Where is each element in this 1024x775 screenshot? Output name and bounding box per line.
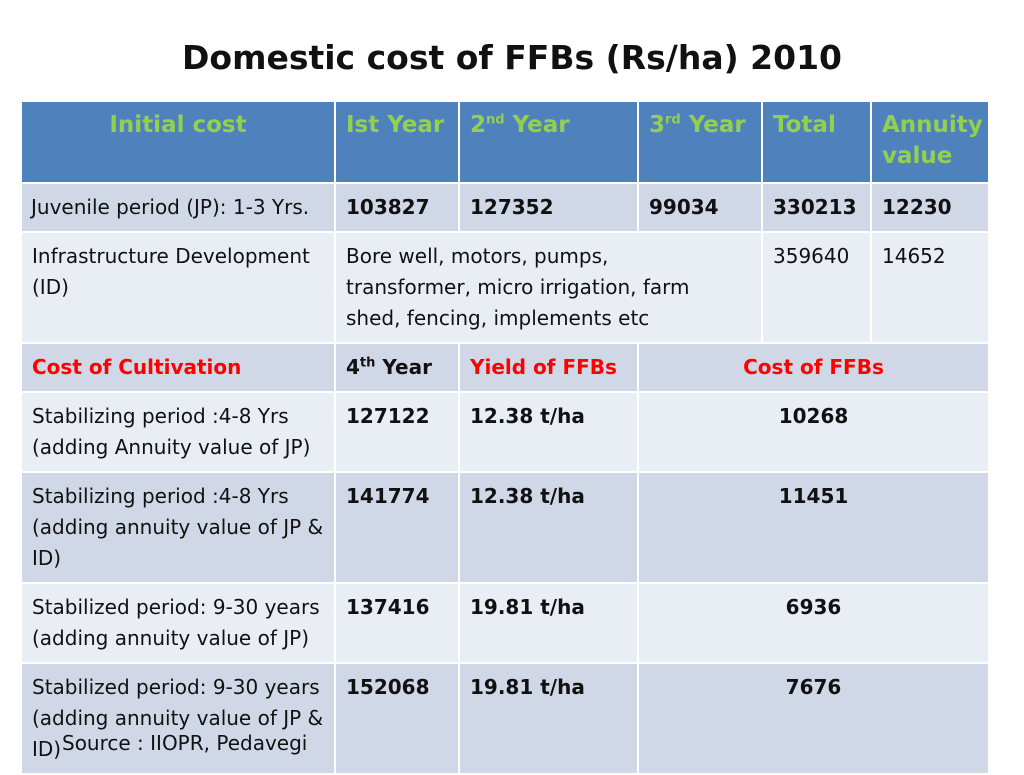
- infrastructure-total: 359640: [762, 232, 871, 343]
- header-annuity: Annuity value: [871, 101, 989, 183]
- infrastructure-label: Infrastructure Development (ID): [21, 232, 335, 343]
- table-row: [21, 472, 989, 583]
- infrastructure-items: Bore well, motors, pumps, transformer, micro irrigation, farm shed, fencing, implements etc: [335, 232, 762, 343]
- table-row: [21, 583, 989, 663]
- juvenile-year1: 103827: [335, 183, 459, 232]
- table-row: [21, 663, 989, 774]
- row-label: Stabilizing period :4-8 Yrs (adding annuity value of JP & ID): [21, 472, 335, 583]
- row-label: Stabilized period: 9-30 years (adding annuity value of JP): [21, 583, 335, 663]
- cultivation-yield: Yield of FFBs: [459, 343, 638, 392]
- source-note: Source : IIOPR, Pedavegi: [62, 731, 308, 755]
- row-label: Stabilizing period :4-8 Yrs (adding Annuity value of JP): [21, 392, 335, 472]
- page-title: Domestic cost of FFBs (Rs/ha) 2010: [182, 38, 842, 77]
- infrastructure-annuity: 14652: [871, 232, 989, 343]
- row-label: Stabilized period: 9-30 years (adding annuity value of JP & ID): [21, 663, 335, 774]
- table-row-juvenile: [21, 183, 989, 232]
- table-header-row: [21, 101, 989, 183]
- juvenile-year2: 127352: [459, 183, 638, 232]
- cultivation-year4: 4th Year: [335, 343, 459, 392]
- row-cost: 10268: [638, 392, 989, 472]
- row-cost: 11451: [638, 472, 989, 583]
- row-yield: 12.38 t/ha: [459, 392, 638, 472]
- row-year4: 141774: [335, 472, 459, 583]
- cost-table: [20, 100, 990, 775]
- row-yield: 19.81 t/ha: [459, 663, 638, 774]
- juvenile-total: 330213: [762, 183, 871, 232]
- row-yield: 12.38 t/ha: [459, 472, 638, 583]
- table-row-cultivation-header: [21, 343, 989, 392]
- row-cost: 6936: [638, 583, 989, 663]
- juvenile-year3: 99034: [638, 183, 762, 232]
- juvenile-label: Juvenile period (JP): 1-3 Yrs.: [21, 183, 335, 232]
- row-year4: 137416: [335, 583, 459, 663]
- row-yield: 19.81 t/ha: [459, 583, 638, 663]
- cultivation-label: Cost of Cultivation: [21, 343, 335, 392]
- header-year1: Ist Year: [335, 101, 459, 183]
- header-year3: 3rd Year: [638, 101, 762, 183]
- table-row-infrastructure: [21, 232, 989, 343]
- header-initial-cost: Initial cost: [21, 101, 335, 183]
- cultivation-cost: Cost of FFBs: [638, 343, 989, 392]
- table-row: [21, 392, 989, 472]
- header-total: Total: [762, 101, 871, 183]
- row-year4: 152068: [335, 663, 459, 774]
- row-cost: 7676: [638, 663, 989, 774]
- row-year4: 127122: [335, 392, 459, 472]
- header-year2: 2nd Year: [459, 101, 638, 183]
- juvenile-annuity: 12230: [871, 183, 989, 232]
